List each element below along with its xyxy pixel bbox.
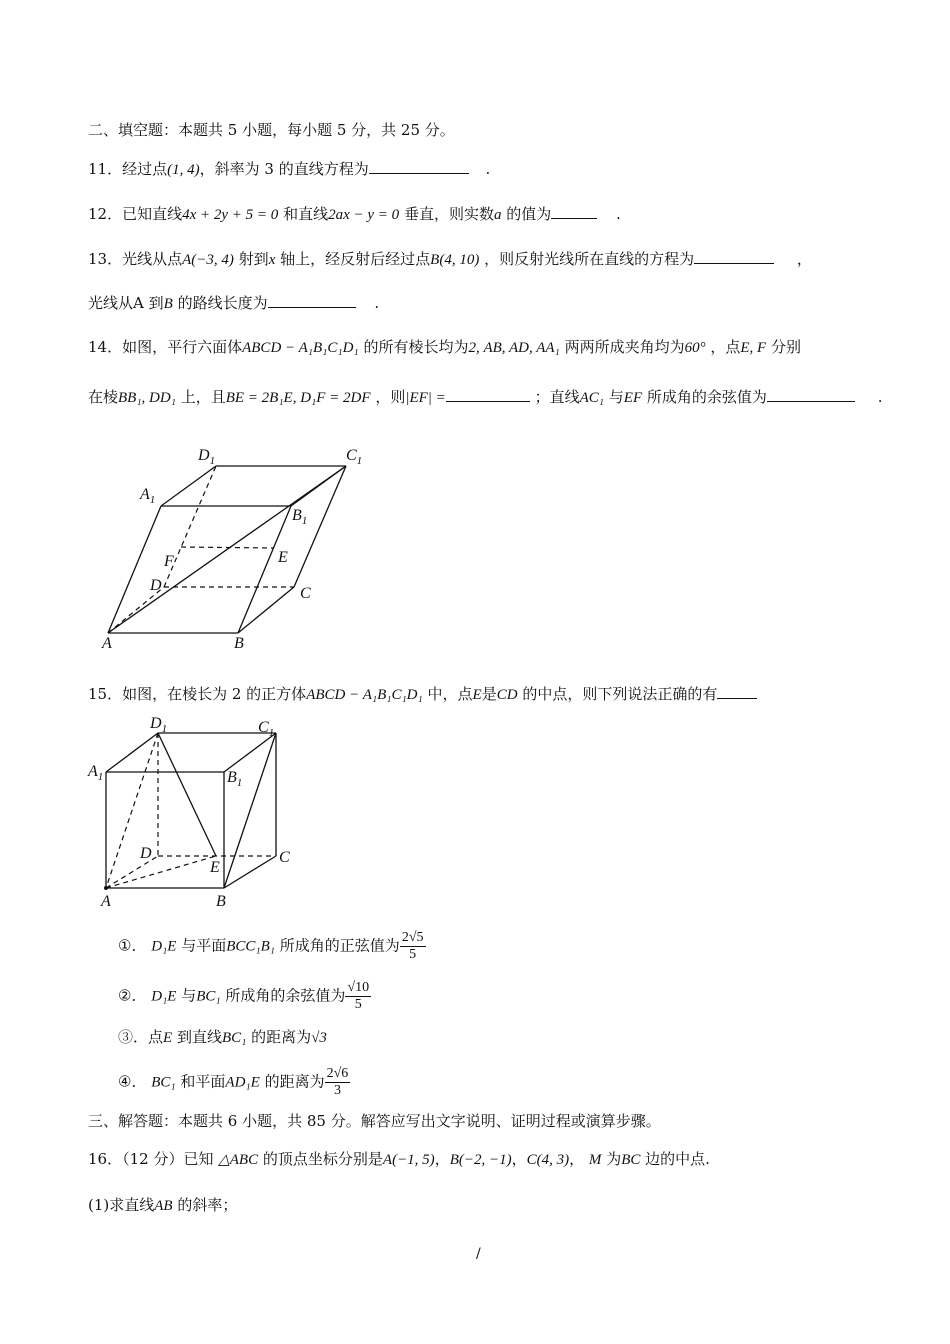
option-3[interactable]: ③．点E 到直线BC₁ 的距离为√3 xyxy=(118,1028,327,1046)
label-d: D xyxy=(150,577,162,594)
page-footer: / xyxy=(476,1246,481,1262)
question-15: 15．如图，在棱长为 2 的正方体ABCD − A₁B₁C₁D₁ 中，点E是CD 的中点，则下列说法正确的有 xyxy=(88,683,757,706)
label-c1: $C_1$ xyxy=(346,447,363,467)
option-4[interactable]: ④． BC₁ 和平面AD₁E 的距离为 $\frac{2√6}{3}$ xyxy=(118,1066,349,1098)
label-d1: $D_1$ xyxy=(198,447,216,467)
section-2-header: 二、填空题：本题共 5 小题，每小题 5 分，共 25 分。 xyxy=(88,121,455,139)
question-11: 11．经过点(1, 4)，斜率为 3 的直线方程为 . xyxy=(88,160,491,178)
q12-answer-blank[interactable] xyxy=(551,204,597,219)
segment-ad1-hidden xyxy=(106,733,158,888)
fraction-2root6-over-3: $\frac{2√6}{3}$ xyxy=(326,1066,349,1098)
segment-d1e xyxy=(158,733,216,856)
question-13: 13．光线从点A(−3, 4) 射到x 轴上，经反射后经过点B(4, 10) ，则反射光线所在直线的方程为 ， xyxy=(88,250,812,268)
parallelepiped-figure xyxy=(98,436,378,656)
label-a: A xyxy=(102,635,112,652)
label-d: D xyxy=(140,845,152,862)
label-a1: $A_1$ xyxy=(88,763,104,783)
option-1[interactable]: ①． D₁E 与平面BCC₁B₁ 所成角的正弦值为 $\frac{2√5}{5}$ xyxy=(118,930,424,962)
label-b1: $B_1$ xyxy=(292,507,308,527)
fraction-root10-over-5: $\frac{√10}{5}$ xyxy=(347,980,370,1012)
label-c1: $C_1$ xyxy=(258,719,275,739)
q13-answer-blank-1[interactable] xyxy=(694,249,774,264)
section-3-header: 三、解答题：本题共 6 小题，共 85 分。解答应写出文字说明、证明过程或演算步骤。 xyxy=(88,1112,661,1130)
edge-bc xyxy=(238,587,294,633)
label-a: A xyxy=(101,893,111,910)
edge-a1d1 xyxy=(106,733,158,772)
label-b: B xyxy=(216,893,226,910)
label-f: F xyxy=(164,553,174,570)
question-13-line-2: 光线从A 到B 的路线长度为 . xyxy=(88,294,380,312)
question-16-part-1: (1)求直线AB 的斜率； xyxy=(88,1196,238,1214)
label-c: C xyxy=(279,849,290,866)
question-12: 12．已知直线4x + 2y + 5 = 0 和直线2ax − y = 0 垂直，则实数a 的值为 . xyxy=(88,205,621,223)
question-16: 16．（12 分）已知 △ABC 的顶点坐标分别是A(−1, 5)，B(−2, −1)，C(4, 3)， M 为BC 边的中点. xyxy=(88,1150,710,1168)
cube-figure xyxy=(86,716,306,912)
edge-bc xyxy=(224,856,276,888)
segment-ef xyxy=(181,547,274,548)
option-2[interactable]: ②． D₁E 与BC₁ 所成角的余弦值为 $\frac{√10}{5}$ xyxy=(118,980,370,1012)
question-14-line-2: 在棱BB₁, DD₁ 上，且BE = 2B₁E, D₁F = 2DF ，则|EF| = ；直线AC₁ 与EF 所成角的余弦值为 . xyxy=(88,388,883,406)
fraction-2root5-over-5: $\frac{2√5}{5}$ xyxy=(401,930,424,962)
label-e: E xyxy=(210,859,220,876)
point-a xyxy=(104,886,108,890)
question-14: 14．如图，平行六面体ABCD − A₁B₁C₁D₁ 的所有棱长均为2, AB, AD, AA₁ 两两所成夹角均为60° ，点E, F 分别 xyxy=(88,338,801,356)
q15-answer-blank[interactable] xyxy=(717,684,757,699)
label-b1: $B_1$ xyxy=(227,769,243,789)
label-a1: $A_1$ xyxy=(140,486,156,506)
q13-answer-blank-2[interactable] xyxy=(268,293,356,308)
q11-number: 11． xyxy=(88,160,123,178)
q14-answer-blank-2[interactable] xyxy=(767,387,855,402)
label-b: B xyxy=(234,635,244,652)
label-d1: $D_1$ xyxy=(150,716,168,735)
q14-answer-blank-1[interactable] xyxy=(446,387,530,402)
segment-ae-hidden xyxy=(106,856,216,888)
segment-bc1 xyxy=(224,733,276,888)
label-e: E xyxy=(278,549,288,566)
edge-bb1 xyxy=(238,506,291,633)
q11-answer-blank[interactable] xyxy=(369,159,469,174)
label-c: C xyxy=(300,585,311,602)
